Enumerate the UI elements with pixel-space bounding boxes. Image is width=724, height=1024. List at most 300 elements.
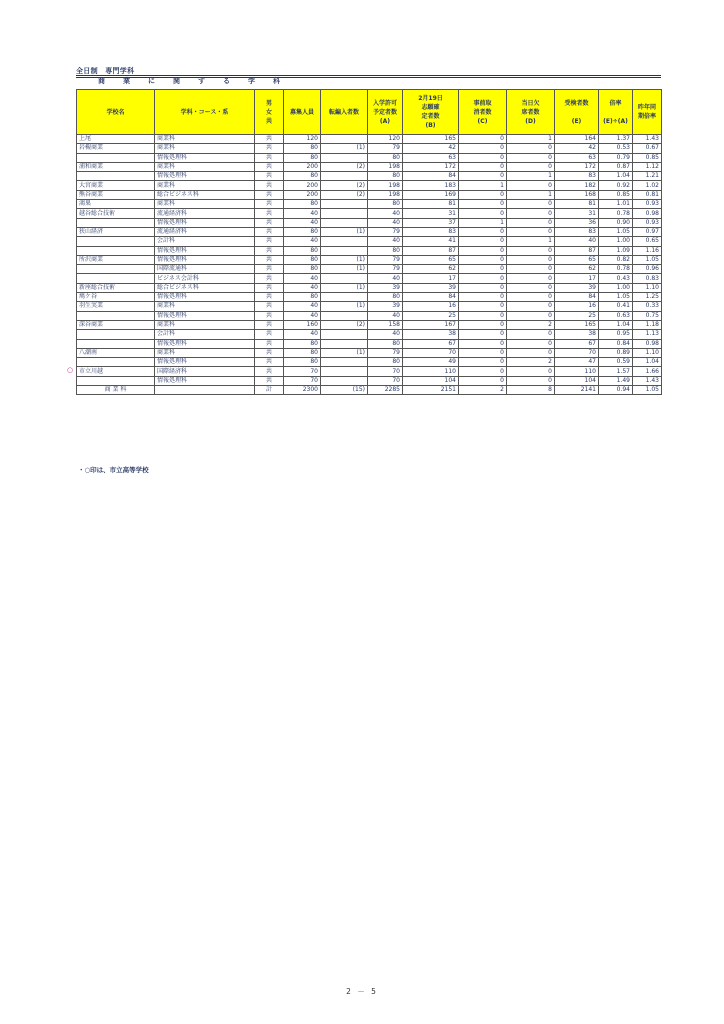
- cell-gender: 共: [255, 162, 284, 171]
- cell-school: 深谷商業: [77, 320, 155, 329]
- total-absent: 8: [507, 386, 555, 395]
- cell-examinees: 168: [555, 190, 599, 199]
- cell-absent: 0: [507, 255, 555, 264]
- cell-course: 国際経済科: [155, 367, 255, 376]
- cell-withdrawn: 0: [459, 283, 507, 292]
- cell-school: 大宮商業: [77, 181, 155, 190]
- cell-capacity: 40: [284, 274, 321, 283]
- page-header: 全日制 専門学科: [76, 67, 135, 75]
- cell-transfer: (2): [321, 320, 368, 329]
- cell-examinees: 67: [555, 339, 599, 348]
- cell-examinees: 38: [555, 330, 599, 339]
- cell-course: 商業科: [155, 181, 255, 190]
- cell-planned: 80: [368, 153, 403, 162]
- cell-gender: 共: [255, 358, 284, 367]
- cell-course: 流通経済科: [155, 209, 255, 218]
- cell-gender: 共: [255, 376, 284, 385]
- cell-withdrawn: 0: [459, 246, 507, 255]
- cell-ratio: 1.05: [599, 227, 633, 236]
- cell-withdrawn: 0: [459, 311, 507, 320]
- table-row: [77, 330, 662, 339]
- table-row: [77, 153, 662, 162]
- cell-absent: 0: [507, 311, 555, 320]
- cell-transfer: (1): [321, 255, 368, 264]
- cell-planned: 120: [368, 135, 403, 144]
- cell-withdrawn: 0: [459, 302, 507, 311]
- cell-course: 商業科: [155, 200, 255, 209]
- cell-prev: 1.66: [633, 367, 662, 376]
- cell-applicants: 65: [403, 255, 459, 264]
- cell-prev: 0.75: [633, 311, 662, 320]
- cell-gender: 共: [255, 153, 284, 162]
- cell-absent: 0: [507, 209, 555, 218]
- cell-transfer: [321, 274, 368, 283]
- cell-course: 情報処理科: [155, 311, 255, 320]
- cell-transfer: (1): [321, 227, 368, 236]
- cell-transfer: [321, 209, 368, 218]
- cell-prev: 0.67: [633, 144, 662, 153]
- cell-ratio: 0.85: [599, 190, 633, 199]
- cell-applicants: 49: [403, 358, 459, 367]
- cell-applicants: 165: [403, 135, 459, 144]
- cell-applicants: 39: [403, 283, 459, 292]
- cell-absent: 1: [507, 135, 555, 144]
- cell-examinees: 63: [555, 153, 599, 162]
- cell-absent: 0: [507, 153, 555, 162]
- cell-ratio: 1.09: [599, 246, 633, 255]
- cell-transfer: (1): [321, 144, 368, 153]
- cell-planned: 80: [368, 200, 403, 209]
- cell-ratio: 1.01: [599, 200, 633, 209]
- total-label: 商 業 科: [77, 386, 155, 395]
- cell-planned: 80: [368, 293, 403, 302]
- cell-examinees: 39: [555, 283, 599, 292]
- cell-transfer: [321, 135, 368, 144]
- cell-course: 商業科: [155, 135, 255, 144]
- cell-absent: 0: [507, 330, 555, 339]
- cell-absent: 0: [507, 246, 555, 255]
- cell-school: [77, 153, 155, 162]
- cell-examinees: 87: [555, 246, 599, 255]
- cell-prev: 1.25: [633, 293, 662, 302]
- total-applicants: 2151: [403, 386, 459, 395]
- total-withdrawn: 2: [459, 386, 507, 395]
- cell-ratio: 0.53: [599, 144, 633, 153]
- cell-capacity: 40: [284, 330, 321, 339]
- cell-capacity: 160: [284, 320, 321, 329]
- cell-course: 情報処理科: [155, 339, 255, 348]
- cell-prev: 0.93: [633, 200, 662, 209]
- cell-capacity: 80: [284, 144, 321, 153]
- cell-school: 所沢商業: [77, 255, 155, 264]
- table-row: [77, 358, 662, 367]
- cell-course: 商業科: [155, 320, 255, 329]
- cell-withdrawn: 0: [459, 209, 507, 218]
- cell-applicants: 169: [403, 190, 459, 199]
- cell-gender: 共: [255, 348, 284, 357]
- cell-applicants: 84: [403, 293, 459, 302]
- cell-gender: 共: [255, 190, 284, 199]
- cell-transfer: (2): [321, 190, 368, 199]
- cell-absent: 0: [507, 181, 555, 190]
- cell-prev: 1.02: [633, 181, 662, 190]
- cell-capacity: 80: [284, 246, 321, 255]
- cell-prev: 1.43: [633, 135, 662, 144]
- cell-capacity: 80: [284, 265, 321, 274]
- table-body: [77, 135, 662, 386]
- cell-absent: 0: [507, 293, 555, 302]
- cell-capacity: 40: [284, 237, 321, 246]
- cell-applicants: 41: [403, 237, 459, 246]
- table-row: [77, 135, 662, 144]
- cell-applicants: 25: [403, 311, 459, 320]
- table-row: [77, 339, 662, 348]
- cell-gender: 共: [255, 227, 284, 236]
- cell-gender: 共: [255, 181, 284, 190]
- cell-applicants: 63: [403, 153, 459, 162]
- cell-prev: 1.13: [633, 330, 662, 339]
- cell-gender: 共: [255, 135, 284, 144]
- cell-school: 上尾: [77, 135, 155, 144]
- cell-capacity: 80: [284, 172, 321, 181]
- cell-prev: 1.43: [633, 376, 662, 385]
- total-row: [77, 386, 662, 395]
- cell-withdrawn: 0: [459, 348, 507, 357]
- col-course: 学科・コース・系: [155, 90, 255, 135]
- cell-withdrawn: 0: [459, 255, 507, 264]
- cell-capacity: 80: [284, 200, 321, 209]
- col-examinees: 受検者数 (E): [555, 90, 599, 135]
- cell-applicants: 83: [403, 227, 459, 236]
- cell-ratio: 1.49: [599, 376, 633, 385]
- cell-absent: 2: [507, 358, 555, 367]
- cell-ratio: 1.04: [599, 172, 633, 181]
- cell-capacity: 200: [284, 181, 321, 190]
- cell-transfer: [321, 311, 368, 320]
- cell-examinees: 182: [555, 181, 599, 190]
- table-row: [77, 311, 662, 320]
- cell-gender: 共: [255, 265, 284, 274]
- cell-gender: 共: [255, 172, 284, 181]
- cell-absent: 0: [507, 283, 555, 292]
- cell-planned: 40: [368, 237, 403, 246]
- cell-planned: 80: [368, 172, 403, 181]
- cell-transfer: [321, 237, 368, 246]
- cell-planned: 40: [368, 311, 403, 320]
- cell-withdrawn: 0: [459, 265, 507, 274]
- col-ratio: 倍率 (E)÷(A): [599, 90, 633, 135]
- cell-withdrawn: 0: [459, 339, 507, 348]
- cell-examinees: 40: [555, 237, 599, 246]
- cell-gender: 共: [255, 246, 284, 255]
- col-withdrawn: 事前取 消者数 (C): [459, 90, 507, 135]
- cell-school: 新座総合技術: [77, 283, 155, 292]
- cell-school: 羽生実業: [77, 302, 155, 311]
- col-applicants: 2月19日 志願確 定者数 (B): [403, 90, 459, 135]
- cell-withdrawn: 1: [459, 218, 507, 227]
- cell-prev: 1.10: [633, 348, 662, 357]
- total-prev-ratio: 1.05: [633, 386, 662, 395]
- cell-transfer: [321, 293, 368, 302]
- col-planned: 入学許可 予定者数 (A): [368, 90, 403, 135]
- cell-prev: 1.04: [633, 358, 662, 367]
- cell-school: [77, 218, 155, 227]
- cell-ratio: 0.82: [599, 255, 633, 264]
- cell-transfer: [321, 172, 368, 181]
- cell-withdrawn: 0: [459, 293, 507, 302]
- cell-ratio: 1.05: [599, 293, 633, 302]
- cell-school: 鳩ケ谷: [77, 293, 155, 302]
- cell-transfer: [321, 153, 368, 162]
- cell-ratio: 1.57: [599, 367, 633, 376]
- cell-ratio: 1.04: [599, 320, 633, 329]
- cell-capacity: 70: [284, 367, 321, 376]
- cell-course: 商業科: [155, 162, 255, 171]
- cell-withdrawn: 0: [459, 376, 507, 385]
- cell-course: 情報処理科: [155, 358, 255, 367]
- cell-planned: 40: [368, 218, 403, 227]
- cell-prev: 1.12: [633, 162, 662, 171]
- table-row: [77, 162, 662, 171]
- cell-planned: 39: [368, 302, 403, 311]
- cell-examinees: 110: [555, 367, 599, 376]
- cell-withdrawn: 0: [459, 172, 507, 181]
- cell-school: 市立川越: [77, 367, 155, 376]
- cell-absent: 1: [507, 172, 555, 181]
- cell-prev: 0.81: [633, 190, 662, 199]
- cell-planned: 198: [368, 162, 403, 171]
- table-row: [77, 172, 662, 181]
- cell-examinees: 42: [555, 144, 599, 153]
- cell-planned: 80: [368, 358, 403, 367]
- section-title: 商業に関する学科: [98, 77, 298, 85]
- cell-course: ビジネス会計科: [155, 274, 255, 283]
- cell-ratio: 0.95: [599, 330, 633, 339]
- cell-capacity: 200: [284, 162, 321, 171]
- cell-course: 流通経済科: [155, 227, 255, 236]
- city-school-mark: ○: [67, 365, 74, 374]
- cell-school: [77, 246, 155, 255]
- cell-school: 熊谷商業: [77, 190, 155, 199]
- cell-course: 情報処理科: [155, 376, 255, 385]
- table-row: [77, 293, 662, 302]
- cell-course: 商業科: [155, 348, 255, 357]
- cell-course: 情報処理科: [155, 246, 255, 255]
- table-row: [77, 274, 662, 283]
- cell-capacity: 40: [284, 209, 321, 218]
- cell-school: [77, 172, 155, 181]
- cell-transfer: [321, 246, 368, 255]
- cell-course: 情報処理科: [155, 172, 255, 181]
- cell-school: 鴻巣: [77, 200, 155, 209]
- cell-prev: 1.10: [633, 283, 662, 292]
- cell-gender: 共: [255, 209, 284, 218]
- cell-gender: 共: [255, 283, 284, 292]
- cell-applicants: 183: [403, 181, 459, 190]
- cell-planned: 40: [368, 209, 403, 218]
- cell-course: 会計科: [155, 330, 255, 339]
- cell-school: 狭山経済: [77, 227, 155, 236]
- cell-capacity: 200: [284, 190, 321, 199]
- cell-transfer: (2): [321, 162, 368, 171]
- cell-ratio: 0.90: [599, 218, 633, 227]
- cell-prev: 0.98: [633, 339, 662, 348]
- cell-absent: 0: [507, 227, 555, 236]
- footnote: ・○印は、市立高等学校: [78, 466, 149, 474]
- cell-planned: 198: [368, 181, 403, 190]
- cell-applicants: 17: [403, 274, 459, 283]
- cell-ratio: 0.87: [599, 162, 633, 171]
- cell-course: 情報処理科: [155, 218, 255, 227]
- cell-transfer: (1): [321, 348, 368, 357]
- cell-applicants: 87: [403, 246, 459, 255]
- cell-prev: 0.33: [633, 302, 662, 311]
- cell-ratio: 1.00: [599, 283, 633, 292]
- cell-prev: 0.96: [633, 265, 662, 274]
- cell-planned: 40: [368, 330, 403, 339]
- cell-planned: 80: [368, 246, 403, 255]
- cell-examinees: 16: [555, 302, 599, 311]
- cell-transfer: [321, 367, 368, 376]
- cell-withdrawn: 0: [459, 330, 507, 339]
- table-row: [77, 255, 662, 264]
- total-course: [155, 386, 255, 395]
- table-row: [77, 283, 662, 292]
- cell-applicants: 16: [403, 302, 459, 311]
- cell-school: 八潮南: [77, 348, 155, 357]
- cell-withdrawn: 0: [459, 227, 507, 236]
- cell-planned: 79: [368, 348, 403, 357]
- cell-applicants: 37: [403, 218, 459, 227]
- cell-applicants: 67: [403, 339, 459, 348]
- cell-capacity: 80: [284, 348, 321, 357]
- total-capacity: 2300: [284, 386, 321, 395]
- cell-ratio: 1.00: [599, 237, 633, 246]
- cell-examinees: 104: [555, 376, 599, 385]
- cell-prev: 0.98: [633, 209, 662, 218]
- cell-withdrawn: 0: [459, 274, 507, 283]
- total-planned: 2285: [368, 386, 403, 395]
- cell-absent: 0: [507, 348, 555, 357]
- cell-transfer: (1): [321, 302, 368, 311]
- cell-ratio: 0.63: [599, 311, 633, 320]
- cell-course: 会計科: [155, 237, 255, 246]
- cell-applicants: 31: [403, 209, 459, 218]
- cell-absent: 0: [507, 302, 555, 311]
- cell-withdrawn: 0: [459, 135, 507, 144]
- cell-capacity: 70: [284, 376, 321, 385]
- cell-capacity: 80: [284, 358, 321, 367]
- cell-prev: 0.83: [633, 274, 662, 283]
- cell-capacity: 40: [284, 283, 321, 292]
- cell-planned: 70: [368, 376, 403, 385]
- cell-withdrawn: 0: [459, 190, 507, 199]
- cell-planned: 80: [368, 339, 403, 348]
- cell-absent: 1: [507, 190, 555, 199]
- table-row: [77, 218, 662, 227]
- table-row: [77, 348, 662, 357]
- cell-course: 国際流通科: [155, 265, 255, 274]
- cell-capacity: 80: [284, 255, 321, 264]
- cell-gender: 共: [255, 367, 284, 376]
- cell-ratio: 0.78: [599, 209, 633, 218]
- cell-ratio: 0.79: [599, 153, 633, 162]
- cell-course: 情報処理科: [155, 255, 255, 264]
- cell-school: [77, 311, 155, 320]
- table-row: [77, 181, 662, 190]
- table-row: [77, 320, 662, 329]
- col-transfer: 転編入者数: [321, 90, 368, 135]
- cell-examinees: 81: [555, 200, 599, 209]
- cell-prev: 0.97: [633, 227, 662, 236]
- cell-withdrawn: 0: [459, 144, 507, 153]
- cell-examinees: 65: [555, 255, 599, 264]
- cell-gender: 共: [255, 255, 284, 264]
- table-row: [77, 190, 662, 199]
- cell-withdrawn: 0: [459, 162, 507, 171]
- col-capacity: 募集人員: [284, 90, 321, 135]
- cell-transfer: [321, 330, 368, 339]
- cell-gender: 共: [255, 293, 284, 302]
- cell-examinees: 164: [555, 135, 599, 144]
- cell-course: 商業科: [155, 144, 255, 153]
- cell-ratio: 0.84: [599, 339, 633, 348]
- cell-transfer: [321, 339, 368, 348]
- cell-gender: 共: [255, 330, 284, 339]
- cell-gender: 共: [255, 311, 284, 320]
- cell-transfer: (2): [321, 181, 368, 190]
- cell-gender: 共: [255, 144, 284, 153]
- cell-withdrawn: 0: [459, 237, 507, 246]
- cell-transfer: [321, 376, 368, 385]
- cell-school: [77, 274, 155, 283]
- cell-examinees: 83: [555, 227, 599, 236]
- page-number: 2 － 5: [346, 987, 378, 996]
- cell-applicants: 110: [403, 367, 459, 376]
- cell-applicants: 104: [403, 376, 459, 385]
- cell-examinees: 172: [555, 162, 599, 171]
- cell-ratio: 0.59: [599, 358, 633, 367]
- table-row: [77, 367, 662, 376]
- cell-absent: 0: [507, 200, 555, 209]
- cell-ratio: 1.37: [599, 135, 633, 144]
- cell-absent: 0: [507, 144, 555, 153]
- cell-planned: 79: [368, 265, 403, 274]
- cell-applicants: 38: [403, 330, 459, 339]
- cell-examinees: 84: [555, 293, 599, 302]
- cell-absent: 0: [507, 218, 555, 227]
- cell-absent: 0: [507, 339, 555, 348]
- cell-capacity: 80: [284, 153, 321, 162]
- cell-planned: 40: [368, 274, 403, 283]
- cell-school: 越谷総合技術: [77, 209, 155, 218]
- cell-absent: 0: [507, 367, 555, 376]
- total-gender: 計: [255, 386, 284, 395]
- cell-examinees: 25: [555, 311, 599, 320]
- cell-examinees: 165: [555, 320, 599, 329]
- cell-applicants: 167: [403, 320, 459, 329]
- cell-planned: 158: [368, 320, 403, 329]
- cell-capacity: 40: [284, 218, 321, 227]
- cell-school: [77, 339, 155, 348]
- cell-examinees: 47: [555, 358, 599, 367]
- cell-prev: 0.65: [633, 237, 662, 246]
- cell-applicants: 70: [403, 348, 459, 357]
- cell-applicants: 84: [403, 172, 459, 181]
- cell-examinees: 31: [555, 209, 599, 218]
- cell-examinees: 36: [555, 218, 599, 227]
- cell-course: 総合ビジネス科: [155, 190, 255, 199]
